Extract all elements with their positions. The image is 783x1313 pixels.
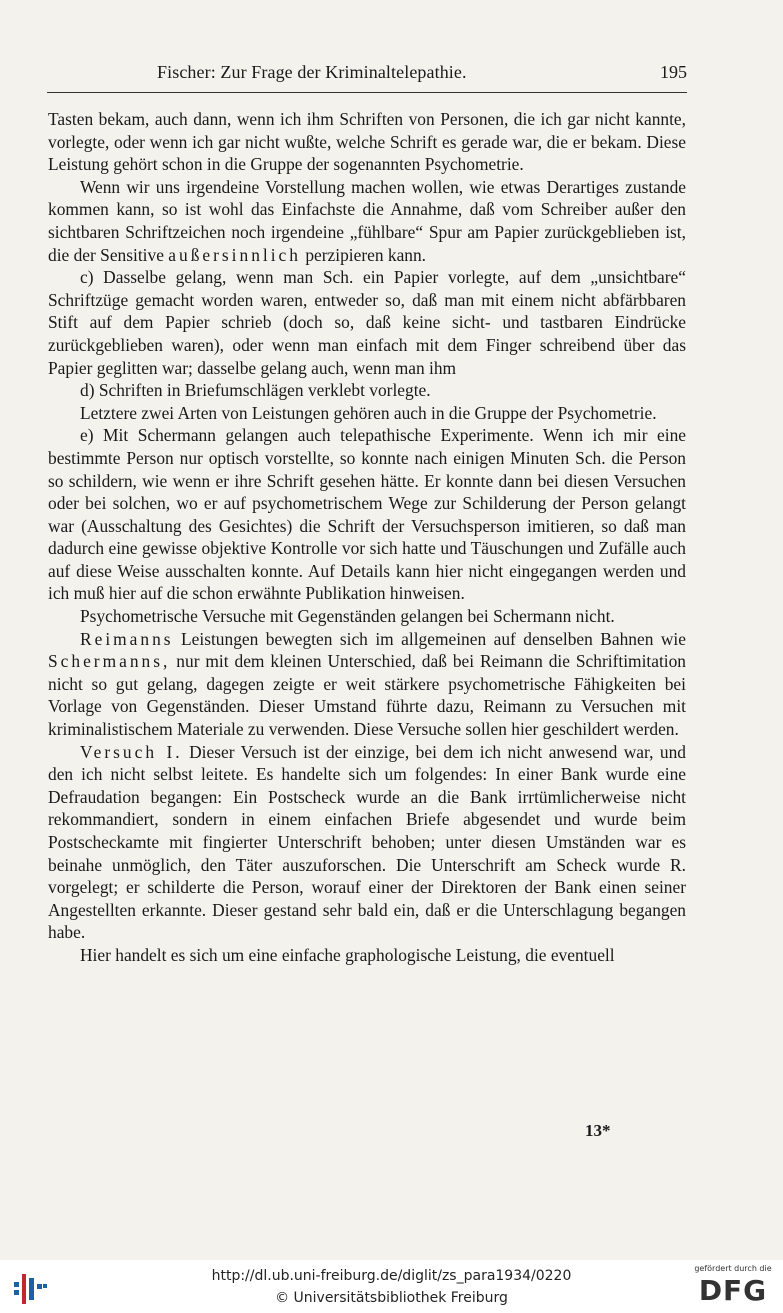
dfg-logo-text: DFG [698,1274,768,1307]
dfg-logo [691,1264,775,1310]
copyright-notice: © Universitätsbibliothek Freiburg [275,1290,508,1306]
paragraph-1: Tasten bekam, auch dann, wenn ich ihm Schriften von Personen, die ich gar nicht kannte, vorlegte, oder wenn ich gar nicht wußte, welche Schrift es gerade war, die er bekam. Diese Leistung gehört schon in die Gruppe der sogenannten Psychometrie. [48,109,686,175]
signature-mark: 13* [585,1121,611,1140]
viewer-footer [0,1260,783,1313]
document-url[interactable]: http://dl.ub.uni-freiburg.de/diglit/zs_para1934/0220 [211,1268,572,1284]
paragraph-3: Letztere zwei Arten von Leistungen gehören auch in die Gruppe der Psychometrie. [80,402,657,423]
paragraph-e: e) Mit Schermann gelangen auch telepathische Experimente. Wenn ich mir eine bestimmte Person nur optisch vorstellte, so konnte nach einigen Minuten Sch. die Person so schildern, wie wenn er ihre Schrift gesehen hätte. Er konnte dann bei diesen Versuchen oder bei solchen, wo er auf psychometrischem Wege zur Schilderung der Person gelangt war (Ausschaltung des Gesichtes) die Schrift der Versuchsperson imitieren, so daß man dadurch eine gewisse objektive Kontrolle vor sich hatte und Täuschungen und Zufälle auch auf diese Weise ausschalten konnte. Auf Details kann hier nicht eingegangen werden und ich muß hier auf die schon erwähnte Publikation hinweisen. [48,425,686,604]
page-number: 195 [660,62,687,82]
running-title: Fischer: Zur Frage der Kriminaltelepathie. [157,62,467,82]
paragraph-6: Hier handelt es sich um eine einfache graphologische Leistung, die eventuell [80,944,615,965]
paragraph-versuch-1: Versuch I. Dieser Versuch ist der einzige, bei dem ich nicht anwesend war, und den ich nicht selbst leitete. Es handelte sich um folgendes: In einer Bank wurde eine Defraudation begangen: Ein Postscheck wurde an die Bank irrtümlicherweise nicht rekommandiert, sondern in einem einfachen Briefe abgesendet und wurde beim Postscheckamte mit fingierter Unterschrift behoben; unter diesen Umständen war es beinahe unmöglich, den Täter auszuforschen. Die Unterschrift am Scheck wurde R. vorgelegt; er schilderte die Person, worauf einer der Direktoren der Bank einen seiner Angestellten erkannte. Dieser gestand sehr bald ein, daß er die Unterschlagung begangen habe. [48,741,686,943]
paragraph-c: c) Dasselbe gelang, wenn man Sch. ein Papier vorlegte, auf dem „unsichtbare“ Schriftzüge gemacht worden waren, entweder so, daß man mit einem nicht abfärbbaren Stift auf dem Papier schrieb (doch so, daß keine sicht- und tastbaren Eindrücke zurückgeblieben waren), oder wenn man einfach mit dem Finger schreibend über das Papier geglitten war; dasselbe gelang auch, wenn man ihm [48,267,686,378]
spaced-name-schermann: Schermanns, [48,651,171,672]
dfg-caption: gefördert durch die [694,1264,772,1273]
page-header [47,62,687,86]
paragraph-5: Reimanns Leistungen bewegten sich im allgemeinen auf denselben Bahnen wie Schermanns, nur mit dem kleinen Unterschied, daß bei Reimann die Schriftimitation nicht so gut gelang, dagegen zeigte er weit stärkere psychometrische Fähigkeiten bei Vorlage von Gegenständen. Dieser Umstand führte dazu, Reimann zu Versuchen mit kriminalistischem Materiale zu verwenden. Diese Versuche sollen hier geschildert werden. [48,628,687,740]
paragraph-4: Psychometrische Versuche mit Gegenständen gelangen bei Schermann nicht. [80,606,615,627]
versuch-heading: Versuch I. [80,741,183,762]
spaced-term: außersinnlich [168,244,301,265]
paragraph-2: Wenn wir uns irgendeine Vorstellung machen wollen, wie etwas Derartiges zustande kommen kann, so ist wohl das Einfachste die Annahme, daß vom Schreiber außer den sichtbaren Schriftzeichen noch irgendeine „fühlbare“ Spur am Papier zurückgeblieben ist, die der Sensitive außersinnlich perzipieren kann. [48,176,686,265]
header-rule [47,92,687,93]
paragraph-d: d) Schriften in Briefumschlägen verklebt vorlegte. [80,380,431,401]
spaced-name-reimann: Reimanns [80,628,174,649]
body-text [48,108,686,967]
